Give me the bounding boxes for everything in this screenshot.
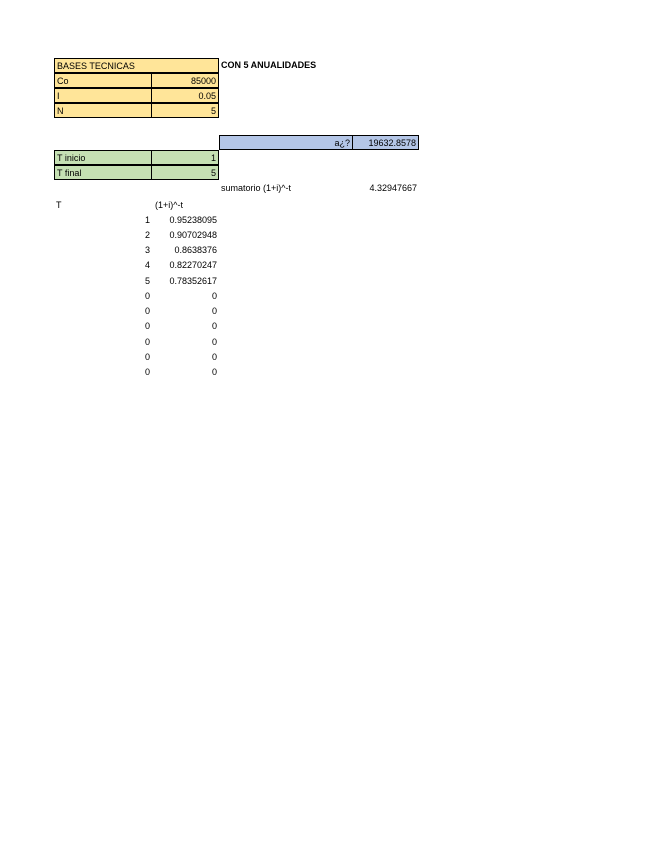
bases-tecnicas-header[interactable]: BASES TECNICAS <box>54 58 219 73</box>
n-label-cell[interactable]: N <box>54 103 152 118</box>
table-row-factor[interactable]: 0.78352617 <box>169 276 217 286</box>
table-row-t[interactable]: 1 <box>144 215 150 225</box>
n-value-cell[interactable]: 5 <box>151 103 219 118</box>
sum-value-cell[interactable]: 4.32947667 <box>369 183 417 193</box>
table-row-t[interactable]: 2 <box>144 230 150 240</box>
table-row-t[interactable]: 4 <box>144 260 150 270</box>
table-row-factor[interactable]: 0.8638376 <box>174 245 217 255</box>
table-row-factor[interactable]: 0 <box>211 352 217 362</box>
i-value-cell[interactable]: 0.05 <box>151 88 219 103</box>
i-label-cell[interactable]: I <box>54 88 152 103</box>
t-final-label-cell[interactable]: T final <box>54 165 152 180</box>
t-inicio-value-cell[interactable]: 1 <box>151 150 219 165</box>
table-row-factor[interactable]: 0.82270247 <box>169 260 217 270</box>
annuity-label-cell[interactable]: a¿? <box>219 135 353 150</box>
table-row-factor[interactable]: 0 <box>211 367 217 377</box>
table-row-t[interactable]: 0 <box>144 337 150 347</box>
table-row-t[interactable]: 0 <box>144 367 150 377</box>
table-row-t[interactable]: 0 <box>144 291 150 301</box>
col-factor-header[interactable]: (1+i)^-t <box>155 200 183 210</box>
sheet-title[interactable]: CON 5 ANUALIDADES <box>221 60 317 70</box>
t-final-value-cell[interactable]: 5 <box>151 165 219 180</box>
table-row-factor[interactable]: 0 <box>211 291 217 301</box>
co-value-cell[interactable]: 85000 <box>151 73 219 88</box>
table-row-factor[interactable]: 0 <box>211 321 217 331</box>
table-row-factor[interactable]: 0 <box>211 306 217 316</box>
table-row-t[interactable]: 5 <box>144 276 150 286</box>
col-t-header[interactable]: T <box>56 200 62 210</box>
table-row-factor[interactable]: 0.90702948 <box>169 230 217 240</box>
table-row-t[interactable]: 0 <box>144 321 150 331</box>
table-row-factor[interactable]: 0.95238095 <box>169 215 217 225</box>
table-row-t[interactable]: 3 <box>144 245 150 255</box>
table-row-factor[interactable]: 0 <box>211 337 217 347</box>
table-row-t[interactable]: 0 <box>144 306 150 316</box>
co-label-cell[interactable]: Co <box>54 73 152 88</box>
table-row-t[interactable]: 0 <box>144 352 150 362</box>
sum-label-cell[interactable]: sumatorio (1+i)^-t <box>221 183 291 193</box>
annuity-value-cell[interactable]: 19632.8578 <box>352 135 419 150</box>
t-inicio-label-cell[interactable]: T inicio <box>54 150 152 165</box>
